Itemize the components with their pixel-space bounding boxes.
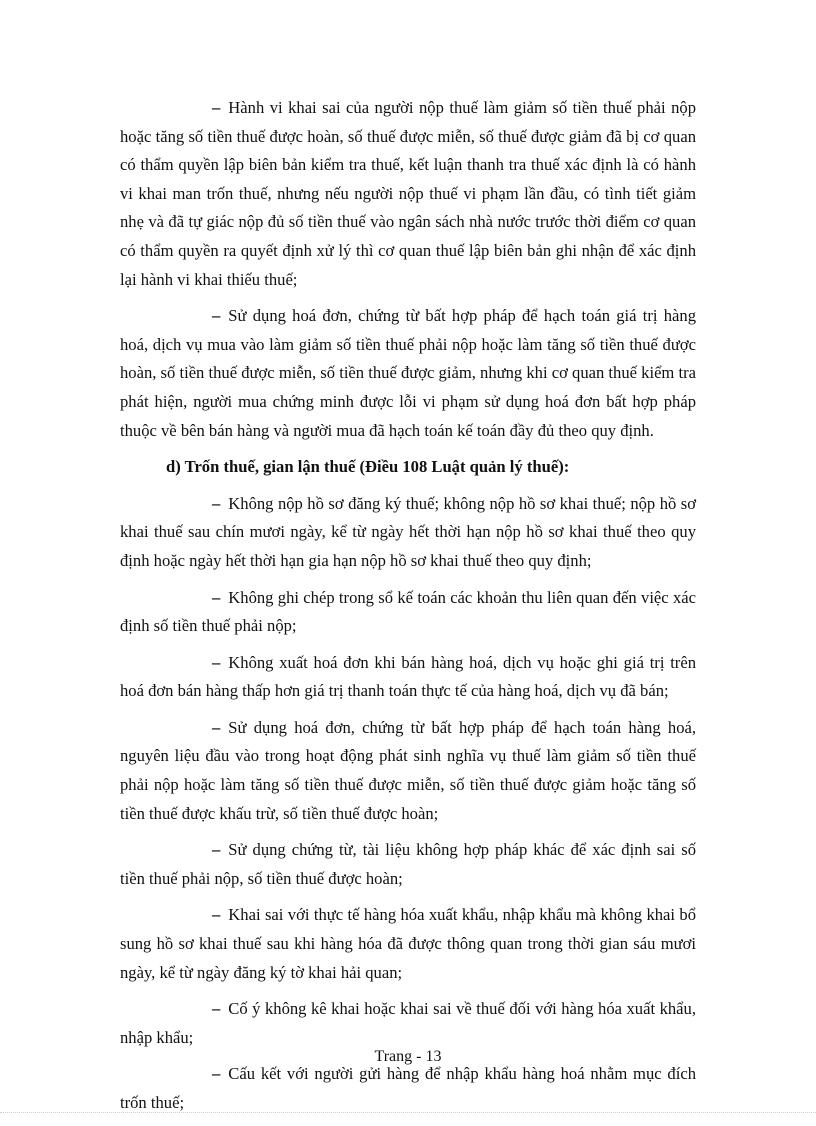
page-number: Trang - 13	[374, 1048, 442, 1065]
list-item	[120, 714, 696, 828]
list-item-text: Sử dụng hoá đơn, chứng từ bất hợp pháp để hạch toán hàng hoá, nguyên liệu đầu vào trong hoạt động phát sinh nghĩa vụ thuế làm giảm số tiền thuế phải nộp hoặc làm tăng số tiền thuế được miễn, số tiền thuế được giảm hoặc tăng số tiền thuế được khấu trừ, số tiền thuế được hoàn;	[120, 717, 696, 823]
dash-bullet: –	[212, 1064, 221, 1084]
list-item-text: Sử dụng chứng từ, tài liệu không hợp pháp khác để xác định sai số tiền thuế phải nộp, số tiền thuế được hoàn;	[120, 840, 696, 888]
bottom-divider	[0, 1112, 816, 1113]
dash-bullet: –	[212, 587, 221, 607]
dash-bullet: –	[212, 98, 221, 117]
paragraph-text: Sử dụng hoá đơn, chứng từ bất hợp pháp để hạch toán giá trị hàng hoá, dịch vụ mua vào làm giảm số tiền thuế phải nộp hoặc làm tăng số tiền thuế được hoàn, số tiền thuế được miễn, số tiền thuế được giảm, nhưng khi cơ quan thuế kiểm tra phát hiện, người mua chứng minh được lỗi vi phạm sử dụng hoá đơn bất hợp pháp thuộc về bên bán hàng và người mua đã hạch toán kế toán đầy đủ theo quy định.	[120, 306, 696, 440]
list-item	[120, 649, 696, 706]
list-item	[120, 1060, 696, 1117]
list-item-text: Không xuất hoá đơn khi bán hàng hoá, dịch vụ hoặc ghi giá trị trên hoá đơn bán hàng thấp hơn giá trị thanh toán thực tế của hàng hoá, dịch vụ đã bán;	[120, 652, 696, 701]
dash-bullet: –	[212, 999, 221, 1019]
dash-bullet: –	[212, 717, 221, 737]
list-item-text: Không nộp hồ sơ đăng ký thuế; không nộp hồ sơ khai thuế; nộp hồ sơ khai thuế sau chín mươi ngày, kể từ ngày hết thời hạn nộp hồ sơ khai thuế theo quy định hoặc ngày hết thời hạn gia hạn nộp hồ sơ khai thuế theo quy định;	[120, 493, 696, 570]
list-item	[120, 584, 696, 641]
paragraph-false-declaration	[120, 94, 696, 294]
dash-bullet: –	[212, 493, 221, 513]
section-heading: d) Trốn thuế, gian lận thuế (Điều 108 Luật quản lý thuế):	[166, 457, 570, 477]
page-body	[120, 94, 696, 1126]
dash-bullet: –	[212, 840, 221, 860]
paragraph-text: Hành vi khai sai của người nộp thuế làm giảm số tiền thuế phải nộp hoặc tăng số tiền thuế được hoàn, số thuế được miễn, số thuế được giảm đã bị cơ quan có thẩm quyền lập biên bản kiểm tra thuế, kết luận thanh tra thuế xác định là có hành vi khai man trốn thuế, nhưng nếu người nộp thuế vi phạm lần đầu, có tình tiết giảm nhẹ và đã tự giác nộp đủ số tiền thuế vào ngân sách nhà nước trước thời điểm cơ quan có thẩm quyền ra quyết định xử lý thì cơ quan thuế lập biên bản ghi nhận để xác định lại hành vi khai thiếu thuế;	[120, 98, 696, 289]
dash-bullet: –	[212, 306, 221, 326]
paragraph-illegal-invoices	[120, 302, 696, 445]
list-item	[120, 490, 696, 576]
list-item	[120, 901, 696, 987]
list-item	[120, 995, 696, 1052]
list-item-text: Khai sai với thực tế hàng hóa xuất khẩu, nhập khẩu mà không khai bổ sung hồ sơ khai thuế sau khi hàng hóa đã được thông quan trong thời gian sáu mươi ngày, kể từ ngày đăng ký tờ khai hải quan;	[120, 905, 696, 982]
list-item	[120, 836, 696, 893]
list-item-text: Cố ý không kê khai hoặc khai sai về thuế đối với hàng hóa xuất khẩu, nhập khẩu;	[120, 999, 696, 1047]
dash-bullet: –	[212, 652, 221, 672]
list-item-text: Cấu kết với người gửi hàng để nhập khẩu hàng hoá nhằm mục đích trốn thuế;	[120, 1064, 696, 1112]
dash-bullet: –	[212, 905, 221, 925]
list-item-text: Không ghi chép trong sổ kế toán các khoản thu liên quan đến việc xác định số tiền thuế phải nộp;	[120, 587, 696, 636]
